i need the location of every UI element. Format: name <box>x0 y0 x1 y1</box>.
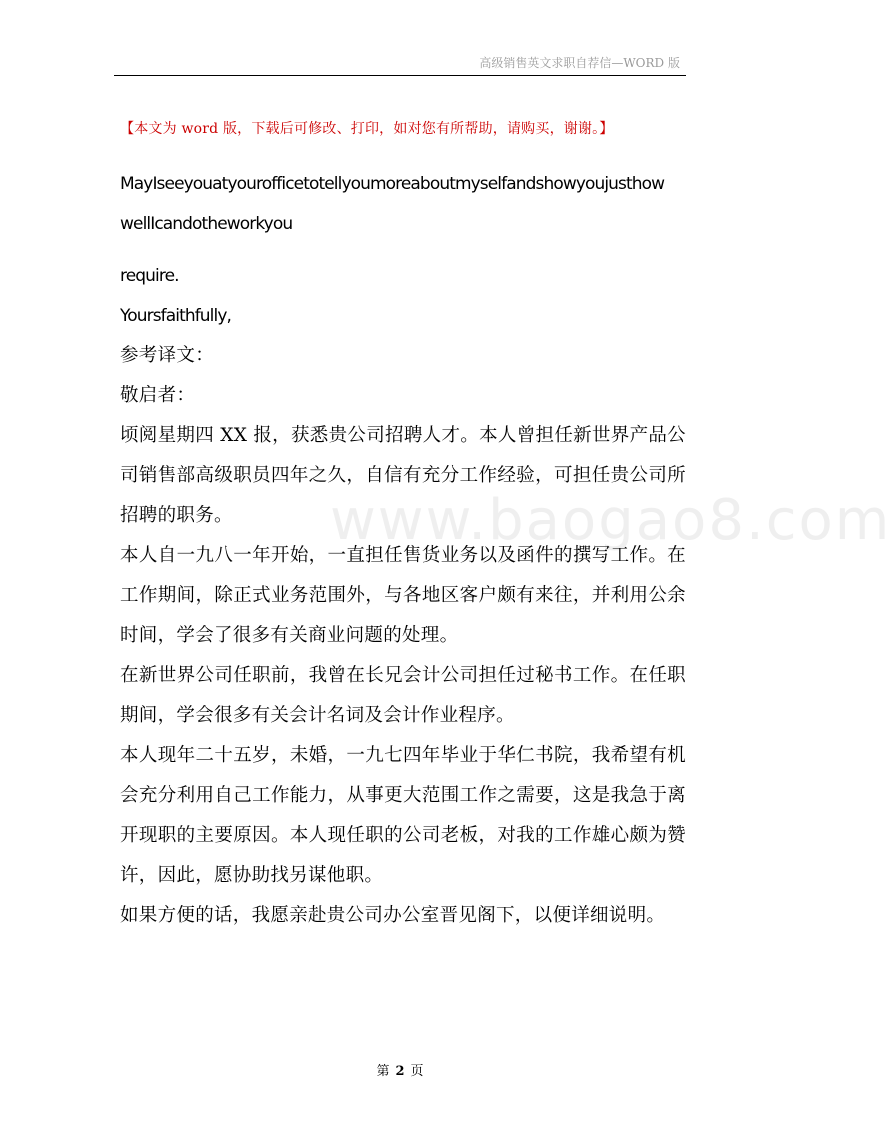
translation-paragraph-3: 在新世界公司任职前，我曾在长兄会计公司担任过秘书工作。在任职期间，学会很多有关会计名词及会计作业程序。 <box>120 665 686 726</box>
page-number: 2 <box>395 1064 405 1079</box>
translation-paragraph-2: 本人自一九八一年开始，一直担任售货业务以及函件的撰写工作。在工作期间，除正式业务范围外，与各地区客户颇有来往，并利用公余时间，学会了很多有关商业问题的处理。 <box>120 545 686 646</box>
english-line-1: MayIseeyouatyourofficetotellyoumoreaboutmyselfandshowyoujusthow <box>120 174 665 194</box>
page-header-title: 高级销售英文求职自荐信—WORD 版 <box>479 56 680 70</box>
translation-paragraph-4: 本人现年二十五岁，未婚，一九七四年毕业于华仁书院，我希望有机会充分利用自己工作能力，从事更大范围工作之需要，这是我急于离开现职的主要原因。本人现任职的公司老板，对我的工作雄心颇为赞许，因此，愿协助找另谋他职。 <box>120 745 686 886</box>
english-line-2: wellIcandotheworkyou <box>120 214 293 234</box>
english-closing: Yoursfaithfully, <box>120 306 231 326</box>
translation-paragraph-1: 顷阅星期四 XX 报，获悉贵公司招聘人才。本人曾担任新世界产品公司销售部高级职员四年之久，自信有充分工作经验，可担任贵公司所招聘的职务。 <box>120 425 686 526</box>
page-footer <box>0 1060 800 1079</box>
header-divider <box>114 75 686 76</box>
footer-suffix: 页 <box>410 1064 424 1079</box>
english-line-3: require. <box>120 266 179 286</box>
footer-prefix: 第 <box>376 1064 390 1079</box>
translation-salutation: 敬启者： <box>120 385 196 406</box>
translation-paragraph-5: 如果方便的话，我愿亲赴贵公司办公室晋见阁下，以便详细说明。 <box>120 905 666 926</box>
translation-heading: 参考译文： <box>120 345 215 366</box>
watermark: www.baogao8.com <box>330 488 891 553</box>
purchase-notice: 【本文为 word 版，下载后可修改、打印，如对您有所帮助，请购买，谢谢。】 <box>120 121 614 137</box>
document-body <box>120 164 686 936</box>
